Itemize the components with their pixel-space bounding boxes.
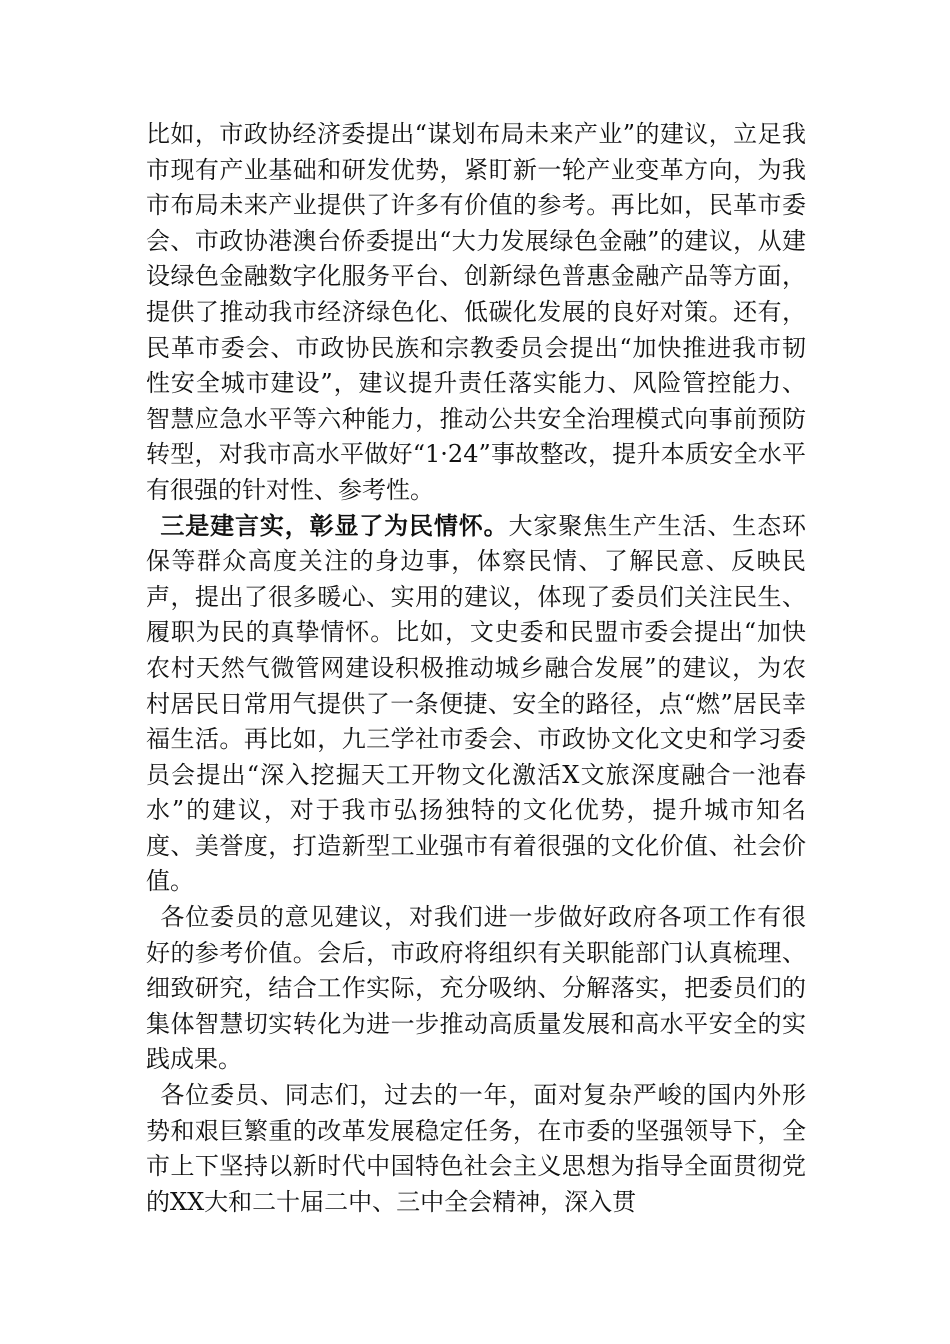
paragraph-text: 各位委员的意见建议，对我们进一步做好政府各项工作有很好的参考价值。会后，市政府将组织有关职能部门认真梳理、细致研究，结合工作实际，充分吸纳、分解落实，把委员们的集体智慧切实转化为进一步推动高质量发展和高水平安全的实践成果。 [146, 903, 806, 1074]
paragraph-text: 比如，市政协经济委提出“谋划布局未来产业”的建议，立足我市现有产业基础和研发优势，紧盯新一轮产业变革方向，为我市布局未来产业提供了许多有价值的参考。再比如，民革市委会、市政协港澳台侨委提出“大力发展绿色金融”的建议，从建设绿色金融数字化服务平台、创新绿色普惠金融产品等方面，提供了推动我市经济绿色化、低碳化发展的良好对策。还有，民革市委会、市政协民族和宗教委员会提出“加快推进我市韧性安全城市建设”，建议提升责任落实能力、风险管控能力、智慧应急水平等六种能力，推动公共安全治理模式向事前预防转型，对我市高水平做好“1·24”事故整改，提升本质安全水平有很强的针对性、参考性。 [146, 120, 806, 504]
paragraph-lead-heading: 三是建言实，彰显了为民情怀。 [160, 511, 509, 540]
document-body [146, 117, 806, 1220]
paragraph-review-year [146, 1078, 806, 1220]
paragraph-follow-up [146, 900, 806, 1078]
paragraph-text: 各位委员、同志们，过去的一年，面对复杂严峻的国内外形势和艰巨繁重的改革发展稳定任务，在市委的坚强领导下，全市上下坚持以新时代中国特色社会主义思想为指导全面贯彻党的XX大和二十届二中、三中全会精神，深入贯 [146, 1081, 806, 1216]
paragraph-point-three [146, 509, 806, 901]
paragraph-proposals-examples [146, 117, 806, 509]
paragraph-text: 大家聚焦生产生活、生态环保等群众高度关注的身边事，体察民情、了解民意、反映民声，提出了很多暖心、实用的建议，体现了委员们关注民生、履职为民的真挚情怀。比如，文史委和民盟市委会提出“加快农村天然气微管网建设积极推动城乡融合发展”的建议，为农村居民日常用气提供了一条便捷、安全的路径，点“燃”居民幸福生活。再比如，九三学社市委会、市政协文化文史和学习委员会提出“深入挖掘天工开物文化激活X文旅深度融合一池春水”的建议，对于我市弘扬独特的文化优势，提升城市知名度、美誉度，打造新型工业强市有着很强的文化价值、社会价值。 [146, 511, 807, 896]
